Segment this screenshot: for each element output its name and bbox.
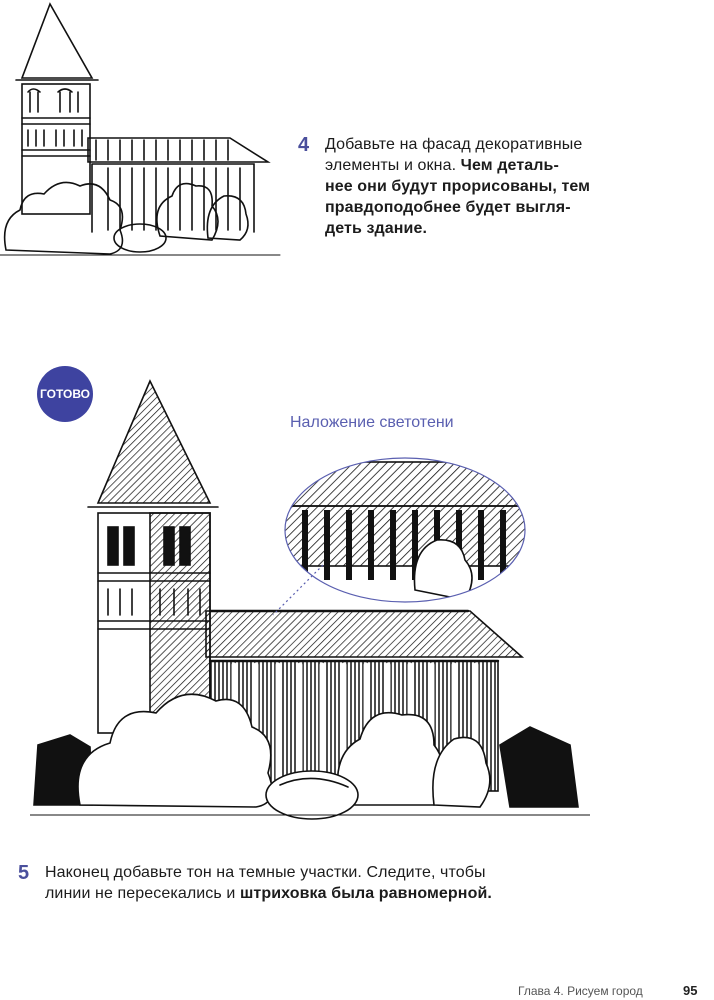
footer-chapter: Глава 4. Рисуем город (518, 984, 643, 998)
step-4-line: нее они будут прорисованы, тем (325, 178, 591, 195)
step-4-text (325, 134, 625, 239)
done-badge: ГОТОВО (37, 366, 93, 422)
callout-label: Наложение светотени (290, 414, 454, 431)
step-4-plain: элементы и окна. (325, 157, 457, 174)
step-4-bold: Чем деталь- (460, 157, 559, 174)
step-4-line: деть здание. (325, 220, 428, 237)
step-4-number: 4 (298, 134, 310, 156)
step-4-line: Добавьте на фасад декоративные (325, 136, 583, 153)
step-5-line (45, 883, 605, 904)
step-5-plain: линии не пересекались и (45, 885, 236, 902)
page-number: 95 (683, 983, 698, 998)
step-4-line: правдоподобнее будет выгля- (325, 199, 571, 216)
step-5-number: 5 (18, 862, 30, 884)
callout-leader-line (268, 560, 328, 620)
step-5-text (45, 862, 605, 904)
step-5-line: Наконец добавьте тон на темные участки. Следите, чтобы (45, 864, 486, 881)
church-sketch-outline (0, 0, 290, 265)
step-5-bold: штриховка была равномерной. (239, 885, 492, 902)
step-4-line (325, 155, 625, 176)
